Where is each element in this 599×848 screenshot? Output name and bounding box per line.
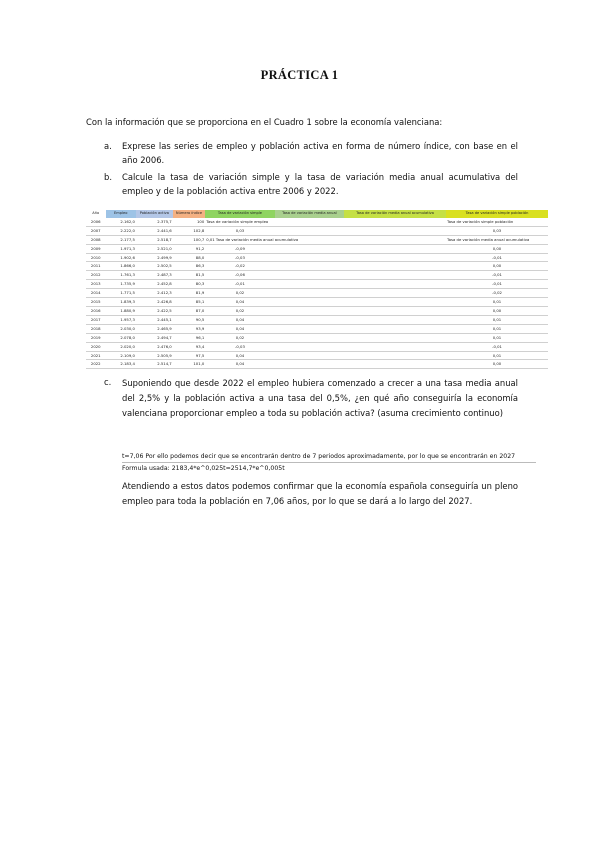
table-cell: 2018 xyxy=(86,324,106,333)
table-cell xyxy=(275,342,344,351)
table-cell: Tasa de variación simple empleo xyxy=(205,218,274,226)
table-cell: 2010 xyxy=(86,253,106,262)
table-row xyxy=(86,235,548,244)
table-cell: 0,04 xyxy=(205,298,274,307)
table-cell: 2020 xyxy=(86,342,106,351)
table-cell: 88,0 xyxy=(173,253,206,262)
table-cell xyxy=(344,235,446,244)
table-cell: 2.422,5 xyxy=(136,306,173,315)
table-cell xyxy=(344,244,446,253)
table-cell: 2.505,9 xyxy=(136,351,173,360)
table-cell: 0,02 xyxy=(205,289,274,298)
table-row xyxy=(86,306,548,315)
col-header-numero-indice: Número índice xyxy=(173,210,206,218)
table-cell xyxy=(275,324,344,333)
data-table xyxy=(86,210,548,369)
table-cell: 81,5 xyxy=(173,271,206,280)
table-cell: 0,01 xyxy=(446,315,548,324)
table-cell: 2.375,7 xyxy=(136,218,173,226)
table-cell xyxy=(275,218,344,226)
table-cell: 0,01 xyxy=(446,333,548,342)
table-row xyxy=(86,226,548,235)
table-cell: 93,9 xyxy=(173,324,206,333)
table-cell: 2.476,0 xyxy=(136,342,173,351)
col-header-poblacion: Población activa xyxy=(136,210,173,218)
table-cell: 1.771,5 xyxy=(106,289,136,298)
table-cell: 2019 xyxy=(86,333,106,342)
table-cell: -0,03 xyxy=(205,342,274,351)
table-cell: 2.020,0 xyxy=(106,342,136,351)
table-cell: -0,01 xyxy=(446,253,548,262)
table-cell: 102,8 xyxy=(173,226,206,235)
formula-line: Formula usada: 2183,4*e^0,025t=2514,7*e^0,005t xyxy=(122,465,285,472)
table-cell: 0,00 xyxy=(446,306,548,315)
table-cell: 2.502,5 xyxy=(136,262,173,271)
table-cell: 0,04 xyxy=(205,324,274,333)
table-cell: 2012 xyxy=(86,271,106,280)
table-cell: 0,03 xyxy=(446,226,548,235)
table-cell: 2008 xyxy=(86,235,106,244)
table-cell xyxy=(275,360,344,369)
list-item-a xyxy=(104,140,518,167)
table-cell xyxy=(344,315,446,324)
table-cell: -0,01 xyxy=(446,271,548,280)
table-cell: 1.866,0 xyxy=(106,262,136,271)
table-cell xyxy=(275,271,344,280)
table-cell: -0,02 xyxy=(446,289,548,298)
table-cell: 2.162,0 xyxy=(106,218,136,226)
table-cell xyxy=(275,262,344,271)
table-cell: 91,2 xyxy=(173,244,206,253)
table-cell: 86,3 xyxy=(173,262,206,271)
table-cell: 2007 xyxy=(86,226,106,235)
table-cell: 0,04 xyxy=(205,315,274,324)
table-cell: 2.514,7 xyxy=(136,360,173,369)
table-cell xyxy=(344,306,446,315)
table-cell: 100,7 xyxy=(173,235,206,244)
table-cell: 2015 xyxy=(86,298,106,307)
table-cell xyxy=(344,333,446,342)
table-cell xyxy=(344,342,446,351)
table-cell: 2.030,0 xyxy=(106,324,136,333)
table-cell: 93,4 xyxy=(173,342,206,351)
table-cell: 2011 xyxy=(86,262,106,271)
table-cell xyxy=(275,253,344,262)
table-cell xyxy=(275,306,344,315)
table-cell: -0,09 xyxy=(205,244,274,253)
table-cell: 1.880,9 xyxy=(106,306,136,315)
list-item-text: Exprese las series de empleo y población activa en forma de número índice, con base en el año 2006. xyxy=(122,141,518,165)
table-cell xyxy=(344,324,446,333)
table-cell: 2016 xyxy=(86,306,106,315)
table-cell xyxy=(344,253,446,262)
table-cell: 2.521,0 xyxy=(136,244,173,253)
col-header-empleo: Empleo xyxy=(106,210,136,218)
table-cell: 1.839,3 xyxy=(106,298,136,307)
table-cell: 0,04 xyxy=(205,360,274,369)
table-cell: 0,01 xyxy=(446,298,548,307)
header-row xyxy=(86,210,548,218)
table-row xyxy=(86,271,548,280)
table-cell xyxy=(275,244,344,253)
table-cell: 2.426,8 xyxy=(136,298,173,307)
list-item-text: Suponiendo que desde 2022 el empleo hubiera comenzado a crecer a una tasa media anual del 2,5% y la población activa a una tasa del 0,5%, ¿en qué año conseguiría la economía valenciana proporcionar empleo a toda su población activa? (asuma crecimiento continuo) xyxy=(122,378,518,419)
table-cell: 0,00 xyxy=(446,262,548,271)
list-marker: b. xyxy=(104,172,112,182)
table-row xyxy=(86,360,548,369)
table-cell: -0,01 xyxy=(205,280,274,289)
table-cell: 2009 xyxy=(86,244,106,253)
table-cell: 1.761,3 xyxy=(106,271,136,280)
table-cell: 0,04 xyxy=(205,351,274,360)
table-cell: -0,06 xyxy=(205,271,274,280)
table-cell xyxy=(344,298,446,307)
table-cell: 0,02 xyxy=(205,333,274,342)
table-cell: 2013 xyxy=(86,280,106,289)
table-cell xyxy=(344,360,446,369)
table-cell: 1.957,3 xyxy=(106,315,136,324)
table-row xyxy=(86,298,548,307)
table-cell: 2014 xyxy=(86,289,106,298)
table-cell: 0,01 xyxy=(446,351,548,360)
table-row xyxy=(86,315,548,324)
table-cell: 0,01 xyxy=(446,324,548,333)
table-row xyxy=(86,280,548,289)
table-cell xyxy=(344,280,446,289)
table-cell: 2.177,5 xyxy=(106,235,136,244)
col-header-tasa-media: Tasa de variación media anual xyxy=(275,210,344,218)
table-cell: 87,0 xyxy=(173,306,206,315)
table-cell xyxy=(275,351,344,360)
table-cell xyxy=(275,315,344,324)
table-row xyxy=(86,342,548,351)
table-row xyxy=(86,351,548,360)
table-cell: 2.412,3 xyxy=(136,289,173,298)
list-item-text: Calcule la tasa de variación simple y la tasa de variación media anual acumulativa del empleo y de la población activa entre 2006 y 2022. xyxy=(122,172,518,196)
table-cell: -0,01 xyxy=(446,342,548,351)
table-cell: 2.222,0 xyxy=(106,226,136,235)
table-row xyxy=(86,218,548,226)
table-cell: 0,02 xyxy=(205,306,274,315)
table-cell xyxy=(344,262,446,271)
intro-paragraph: Con la información que se proporciona en el Cuadro 1 sobre la economía valenciana: xyxy=(86,117,443,127)
table-cell: 2.452,8 xyxy=(136,280,173,289)
table-cell xyxy=(344,218,446,226)
table-row xyxy=(86,262,548,271)
table-cell: -0,03 xyxy=(205,253,274,262)
table-cell: 2.465,9 xyxy=(136,324,173,333)
table-cell: 101,0 xyxy=(173,360,206,369)
spreadsheet-image xyxy=(86,210,548,369)
table-cell: 1.735,9 xyxy=(106,280,136,289)
table-cell: 0,00 xyxy=(446,360,548,369)
table-cell xyxy=(275,333,344,342)
table-cell: 2.499,9 xyxy=(136,253,173,262)
table-cell: 2.441,6 xyxy=(136,226,173,235)
table-cell: 100 xyxy=(173,218,206,226)
table-row xyxy=(86,289,548,298)
table-cell: -0,01 xyxy=(446,280,548,289)
table-cell: Tasa de variación media anual acumulativa xyxy=(446,235,548,244)
table-cell xyxy=(275,289,344,298)
table-cell: 0,01 Tasa de variación media anual acumulativa xyxy=(205,235,274,244)
table-cell xyxy=(344,351,446,360)
table-cell: 2.109,0 xyxy=(106,351,136,360)
table-row xyxy=(86,333,548,342)
table-cell: -0,02 xyxy=(205,262,274,271)
table-cell: 96,1 xyxy=(173,333,206,342)
table-cell: 97,5 xyxy=(173,351,206,360)
table-cell: 2006 xyxy=(86,218,106,226)
table-cell: 90,5 xyxy=(173,315,206,324)
list-item-b xyxy=(104,171,518,198)
table-cell xyxy=(275,226,344,235)
table-cell: 81,9 xyxy=(173,289,206,298)
table-cell xyxy=(344,271,446,280)
table-cell: 0,03 xyxy=(205,226,274,235)
list-marker: a. xyxy=(104,141,112,151)
list-item-c xyxy=(104,376,518,422)
table-cell: Tasa de variación simple población xyxy=(446,218,548,226)
conclusion-paragraph: Atendiendo a estos datos podemos confirmar que la economía española conseguiría un pleno empleo para toda la población en 7,06 años, por lo que se dará a lo largo del 2027. xyxy=(122,481,518,507)
table-row xyxy=(86,324,548,333)
table-cell xyxy=(275,298,344,307)
page-title: PRÁCTICA 1 xyxy=(260,68,339,82)
table-cell: 2.487,3 xyxy=(136,271,173,280)
table-cell xyxy=(344,289,446,298)
table-cell: 2017 xyxy=(86,315,106,324)
table-row xyxy=(86,253,548,262)
table-cell: 1.971,3 xyxy=(106,244,136,253)
table-cell: 2.518,7 xyxy=(136,235,173,244)
table-cell: 1.902,6 xyxy=(106,253,136,262)
col-header-tasa-simple: Tasa de variación simple xyxy=(205,210,274,218)
col-header-tasa-poblacion: Tasa de variación simple población xyxy=(446,210,548,218)
col-header-tasa-acumulativa: Tasa de variación media anual acumulativa xyxy=(344,210,446,218)
table-cell: 2021 xyxy=(86,351,106,360)
table-row xyxy=(86,244,548,253)
table-cell: 0,00 xyxy=(446,244,548,253)
list-marker: c. xyxy=(104,377,112,387)
table-cell: 80,3 xyxy=(173,280,206,289)
col-header-year: Año xyxy=(92,211,100,215)
result-line: t=7,06 Por ello podemos decir que se encontrarán dentro de 7 periodos aproximadamente, por lo que se encontrarán en 2027 xyxy=(122,451,536,463)
table-cell xyxy=(344,226,446,235)
table-cell: 85,1 xyxy=(173,298,206,307)
table-cell: 2022 xyxy=(86,360,106,369)
table-cell: 2.078,0 xyxy=(106,333,136,342)
table-cell: 2.445,1 xyxy=(136,315,173,324)
table-cell: 2.494,7 xyxy=(136,333,173,342)
table-cell: 2.183,4 xyxy=(106,360,136,369)
table-cell xyxy=(275,280,344,289)
